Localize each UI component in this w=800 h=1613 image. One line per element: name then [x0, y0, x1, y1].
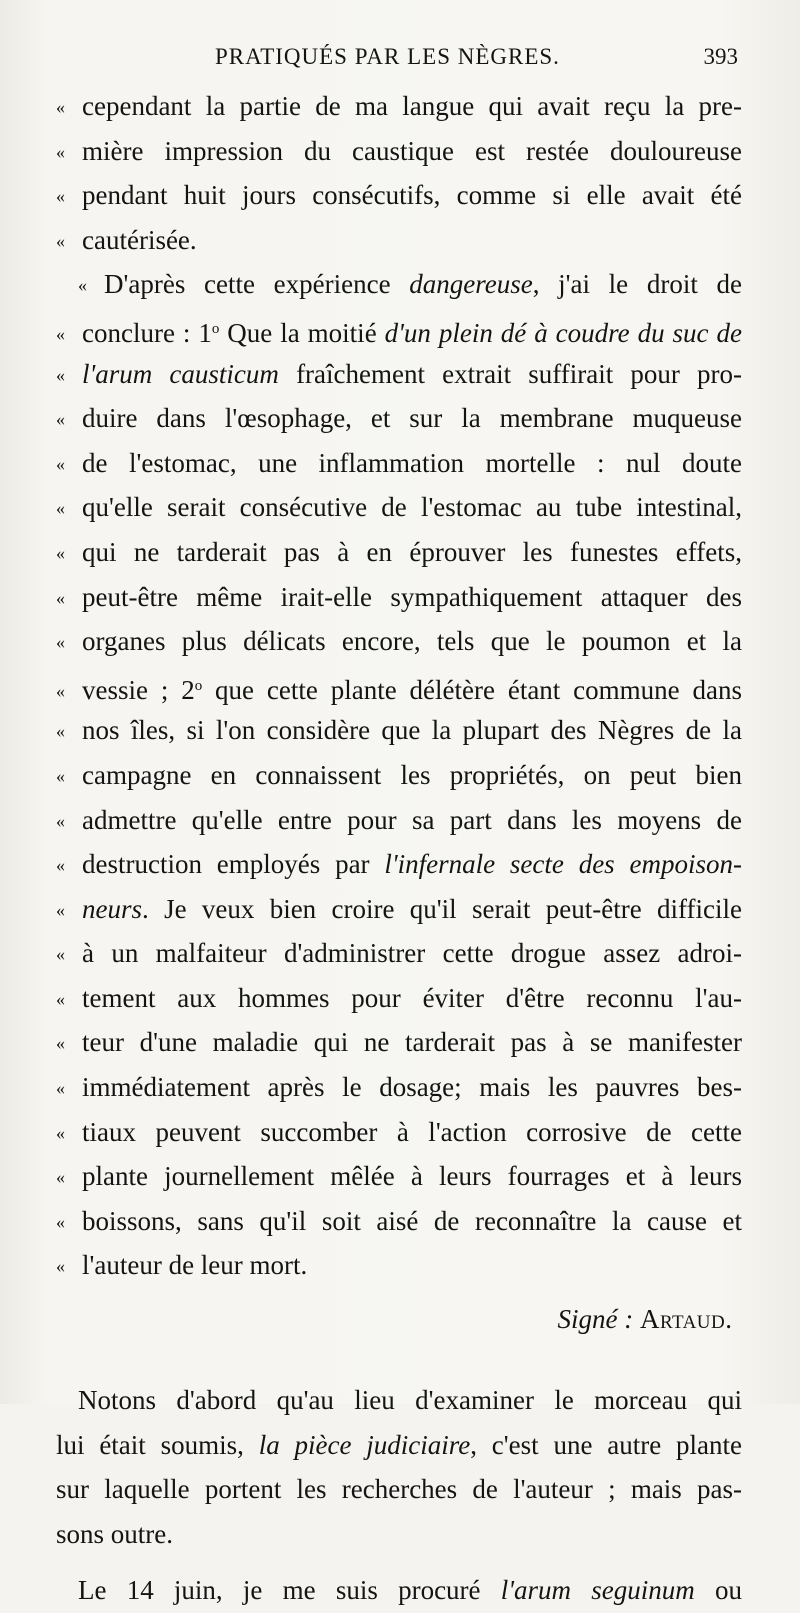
- text-segment: la pièce judiciaire: [258, 1429, 471, 1460]
- quote-mark: «: [56, 1211, 65, 1232]
- text-line: [56, 1110, 742, 1155]
- text-segment: D'après cette expérience: [104, 269, 410, 300]
- quote-mark: «: [56, 587, 65, 608]
- text-line: [56, 664, 742, 709]
- text-segment: , c'est une autre plante: [470, 1429, 742, 1460]
- text-segment: tiaux peuvent succomber à l'action corrosive de cette: [82, 1116, 742, 1147]
- text-segment: admettre qu'elle entre pour sa part dans les moyens de: [82, 804, 742, 835]
- quote-mark: «: [56, 721, 65, 742]
- quote-mark: «: [56, 632, 65, 653]
- quote-mark: «: [56, 765, 65, 786]
- text-line: [56, 976, 742, 1021]
- text-line: [56, 1512, 742, 1557]
- text-line: [56, 1243, 742, 1288]
- quote-mark: «: [56, 680, 65, 701]
- text-segment: à un malfaiteur d'administrer cette drogue assez adroi-: [82, 938, 742, 969]
- text-segment: nos îles, si l'on considère que la plupart des Nègres de la: [82, 715, 742, 746]
- text-segment: destruction employés par: [82, 849, 385, 880]
- text-segment: Signé :: [557, 1304, 634, 1335]
- text-segment: campagne en connaissent les propriétés, on peut bien: [82, 759, 742, 790]
- text-line: [56, 1065, 742, 1110]
- text-line: [56, 1378, 742, 1423]
- quote-mark: «: [56, 810, 65, 831]
- quote-mark: «: [56, 186, 65, 207]
- quote-mark: «: [56, 988, 65, 1009]
- signature-line: [56, 1288, 742, 1350]
- quote-mark: «: [56, 409, 65, 430]
- quote-mark: «: [56, 97, 65, 117]
- text-segment: mière impression du caustique est restée douloureuse: [82, 135, 742, 166]
- quote-mark: «: [56, 453, 65, 474]
- page-number: 393: [703, 44, 738, 69]
- text-segment: immédiatement après le dosage; mais les pauvres bes-: [82, 1072, 742, 1103]
- text-line: [56, 575, 742, 620]
- quote-mark: «: [56, 1122, 65, 1143]
- text-segment: . Je veux bien croire qu'il serait peut-être difficile: [142, 893, 742, 924]
- quote-mark: «: [56, 1256, 65, 1277]
- text-segment: cautérisée.: [82, 224, 197, 255]
- text-segment: l'auteur de leur mort.: [82, 1250, 308, 1281]
- text-segment: sons outre.: [56, 1518, 173, 1549]
- text-segment: organes plus délicats encore, tels que le poumon et la: [82, 626, 742, 657]
- text-segment: tement aux hommes pour éviter d'être reconnu l'au-: [82, 982, 742, 1013]
- text-segment: l'arum seguinum: [500, 1575, 695, 1606]
- text-segment: Notons d'abord qu'au lieu d'examiner le morceau qui: [78, 1385, 742, 1416]
- text-line: [56, 218, 742, 263]
- text-line: [56, 753, 742, 798]
- quote-mark: «: [56, 1078, 65, 1099]
- text-segment: conclure : 1: [82, 317, 212, 348]
- text-line: [56, 1568, 742, 1613]
- text-line: [56, 887, 742, 932]
- text-segment: peut-être même irait-elle sympathiquement attaquer des: [82, 581, 742, 612]
- text-segment: ou: [694, 1575, 742, 1606]
- text-segment: teur d'une maladie qui ne tarderait pas à se manifester: [82, 1027, 742, 1058]
- quote-mark: «: [56, 542, 65, 563]
- text-line: [56, 1020, 742, 1065]
- text-line: [56, 485, 742, 530]
- text-line: [56, 441, 742, 486]
- text-line: [56, 619, 742, 664]
- text-line: [56, 173, 742, 218]
- quote-mark: «: [56, 1167, 65, 1188]
- text-segment: qui ne tarderait pas à en éprouver les funestes effets,: [82, 536, 742, 567]
- text-segment: Que la moitié: [219, 317, 385, 348]
- text-segment: qu'elle serait consécutive de l'estomac au tube intestinal,: [82, 492, 742, 523]
- page-header: [0, 44, 800, 74]
- text-line: [56, 1467, 742, 1512]
- text-segment: que cette plante délétère étant commune dans: [202, 674, 742, 705]
- text-line: [56, 129, 742, 174]
- text-segment: o: [194, 677, 203, 694]
- text-segment: Artaud: [639, 1304, 726, 1335]
- quote-mark: «: [56, 899, 65, 920]
- text-segment: neurs: [82, 893, 142, 924]
- text-segment: duire dans l'œsophage, et sur la membrane muqueuse: [82, 403, 742, 434]
- text-segment: l'arum causticum: [82, 358, 279, 389]
- text-segment: vessie ; 2: [82, 674, 195, 705]
- quote-mark: «: [56, 364, 65, 385]
- text-line: [56, 798, 742, 843]
- quote-mark: «: [56, 141, 65, 162]
- text-line: [56, 931, 742, 976]
- quote-mark: «: [56, 944, 65, 965]
- text-line: [56, 530, 742, 575]
- text-segment: sur laquelle portent les recherches de l'auteur ; mais pas-: [56, 1474, 742, 1505]
- quote-mark: «: [56, 1033, 65, 1054]
- text-segment: cependant la partie de ma langue qui avait reçu la pre-: [82, 91, 742, 121]
- body-text: [56, 84, 742, 1613]
- text-segment: plante journellement mêlée à leurs fourrages et à leurs: [82, 1161, 742, 1192]
- text-line: [56, 84, 742, 129]
- text-segment: lui était soumis,: [56, 1429, 259, 1460]
- text-line: [56, 708, 742, 753]
- text-line: [56, 352, 742, 397]
- quote-mark: «: [78, 275, 87, 296]
- text-segment: l'infernale secte des empoison-: [384, 849, 742, 880]
- text-line: [56, 1154, 742, 1199]
- text-segment: de l'estomac, une inflammation mortelle : nul doute: [82, 447, 742, 478]
- quote-mark: «: [56, 323, 65, 344]
- text-line: [56, 1423, 742, 1468]
- text-segment: boissons, sans qu'il soit aisé de reconnaître la cause et: [82, 1205, 742, 1236]
- quote-mark: «: [56, 230, 65, 251]
- paragraph-spacer: [56, 1350, 742, 1378]
- text-segment: Le 14 juin, je me suis procuré: [78, 1575, 501, 1606]
- text-segment: , j'ai le droit de: [532, 269, 742, 300]
- text-segment: .: [725, 1304, 732, 1335]
- running-title: PRATIQUÉS PAR LES NÈGRES.: [215, 44, 560, 69]
- text-segment: [633, 1304, 640, 1334]
- text-segment: dangereuse: [409, 269, 533, 300]
- text-line: [56, 307, 742, 352]
- quote-mark: «: [56, 498, 65, 519]
- text-line: [56, 262, 742, 307]
- text-segment: pendant huit jours consécutifs, comme si elle avait été: [82, 180, 742, 211]
- text-line: [56, 842, 742, 887]
- text-line: [56, 396, 742, 441]
- text-segment: o: [211, 320, 220, 337]
- text-segment: d'un plein dé à coudre du suc de: [384, 317, 742, 348]
- text-segment: fraîchement extrait suffirait pour pro-: [278, 358, 742, 389]
- text-line: [56, 1199, 742, 1244]
- quote-mark: «: [56, 855, 65, 876]
